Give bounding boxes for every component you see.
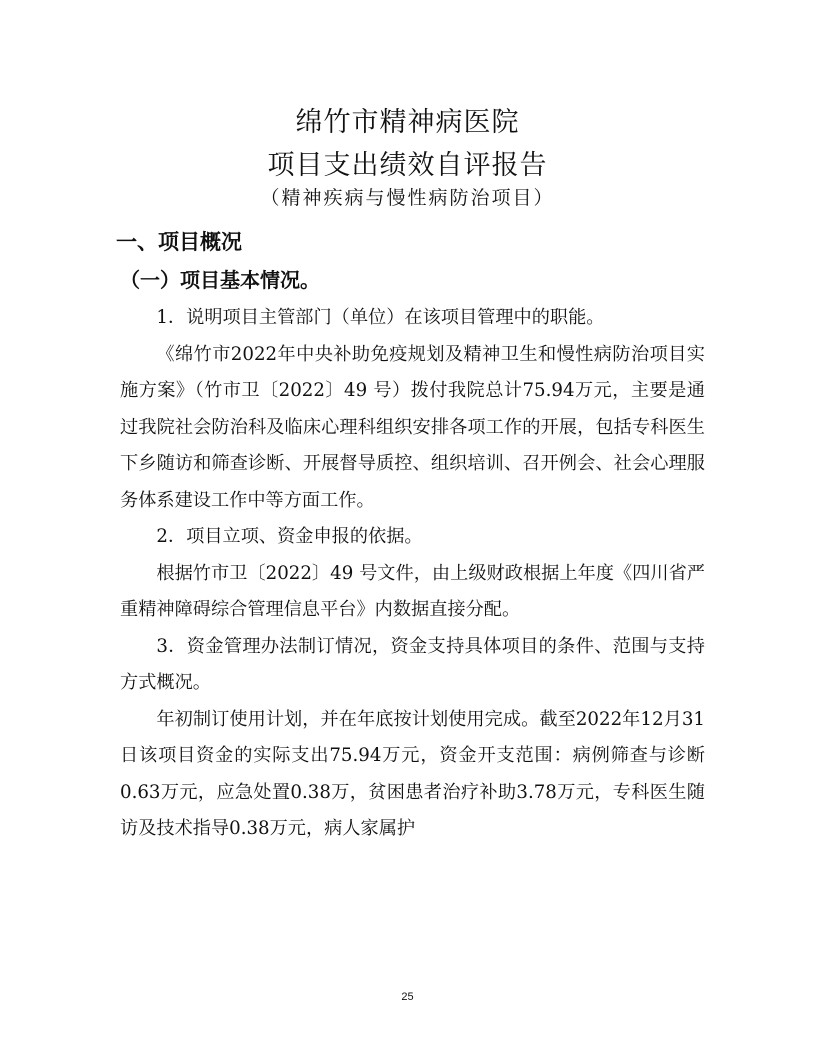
document-title-line2: 项目支出绩效自评报告	[267, 150, 548, 181]
paragraph-item-heading: 2．项目立项、资金申报的依据。	[156, 526, 423, 547]
paragraph-item-heading: 1．说明项目主管部门（单位）在该项目管理中的职能。	[156, 307, 605, 328]
paragraph: 年初制订使用计划，并在年底按计划使用完成。截至2022年12月31日该项目资金的实际支出75.94万元，资金开支范围：病例筛查与诊断0.63万元，应急处置0.38万，贫困患者治疗补助3.78万元，专科医生随访及技术指导0.38万元，病人家属护	[120, 708, 705, 839]
document-title-line1: 绵竹市精神病医院	[295, 107, 520, 138]
paragraph: 《绵竹市2022年中央补助免疫规划及精神卫生和慢性病防治项目实施方案》（竹市卫〔2022〕49 号）拨付我院总计75.94万元，主要是通过我院社会防治科及临床心理科组织安排各项工作的开展，包括专科医生下乡随访和筛查诊断、开展督导质控、组织培训、召开例会、社会心理服务体系建设工作中等方面工作。	[120, 343, 705, 511]
section-heading: 一、项目概况	[116, 230, 242, 254]
paragraph: 根据竹市卫〔2022〕49 号文件，由上级财政根据上年度《四川省严重精神障碍综合管理信息平台》内数据直接分配。	[120, 562, 705, 620]
paragraph-item-heading: 3．资金管理办法制订情况，资金支持具体项目的条件、范围与支持方式概况。	[120, 635, 705, 693]
document-subtitle: （精神疾病与慢性病防治项目）	[260, 187, 555, 209]
page-number: 25	[401, 991, 414, 1003]
body-text	[120, 300, 705, 848]
subsection-heading: （一）项目基本情况。	[120, 268, 320, 292]
